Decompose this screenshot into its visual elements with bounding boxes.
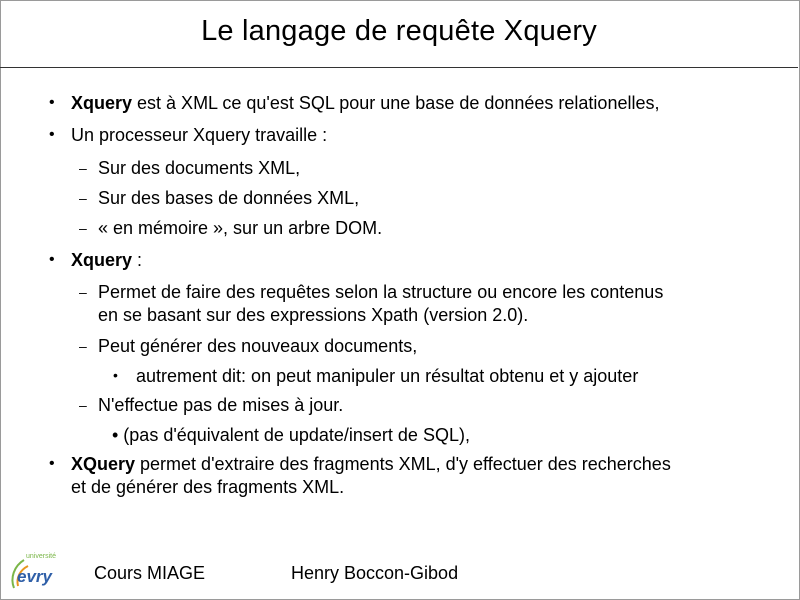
slide-title: Le langage de requête Xquery: [201, 15, 597, 47]
list-item: [71, 453, 671, 475]
dash-icon: –: [79, 220, 87, 236]
item-text: :: [132, 250, 143, 270]
bullet-icon: •: [49, 455, 55, 472]
list-item-continuation: [98, 304, 528, 326]
list-item: [71, 124, 327, 146]
logo-text-top: université: [26, 553, 56, 560]
list-item: [71, 92, 659, 114]
dash-icon: –: [79, 338, 87, 354]
list-item: [112, 424, 470, 446]
list-item: [98, 157, 300, 179]
item-text: Sur des documents XML,: [98, 158, 301, 178]
list-item-continuation: [71, 476, 344, 498]
bullet-icon: •: [49, 94, 55, 111]
footer-author: Henry Boccon-Gibod: [291, 563, 459, 583]
item-text: est à XML ce qu'est SQL pour une base de données relationelles,: [132, 93, 660, 113]
item-text: et de générer des fragments XML.: [71, 477, 345, 497]
item-text: Un processeur Xquery travaille :: [71, 125, 328, 145]
keyword: Xquery: [71, 250, 133, 270]
item-text: permet d'extraire des fragments XML, d'y effectuer des recherches: [135, 454, 671, 474]
logo-text: evry: [17, 567, 52, 586]
item-text: autrement dit: on peut manipuler un résultat obtenu et y ajouter: [136, 366, 639, 386]
keyword: Xquery: [71, 93, 133, 113]
dash-icon: –: [79, 160, 87, 176]
bullet-icon: •: [49, 251, 55, 268]
list-item: [98, 394, 343, 416]
bullet-icon: •: [49, 126, 55, 143]
list-item: [71, 249, 142, 271]
item-text: en se basant sur des expressions Xpath (version 2.0).: [98, 305, 529, 325]
item-text: « en mémoire », sur un arbre DOM.: [98, 218, 383, 238]
list-item: [98, 187, 359, 209]
university-logo: [8, 548, 68, 592]
item-text: Peut générer des nouveaux documents,: [98, 336, 418, 356]
item-text: Permet de faire des requêtes selon la structure ou encore les contenus: [98, 282, 664, 302]
item-text: Sur des bases de données XML,: [98, 188, 360, 208]
list-item: [136, 365, 638, 387]
dash-icon: –: [79, 190, 87, 206]
list-item: [98, 281, 663, 303]
bullet-icon: •: [113, 367, 118, 383]
list-item: [98, 217, 382, 239]
list-item: [98, 335, 417, 357]
footer-course: Cours MIAGE: [94, 563, 206, 583]
item-text: • (pas d'équivalent de update/insert de SQL),: [112, 425, 470, 445]
dash-icon: –: [79, 397, 87, 413]
keyword: XQuery: [71, 454, 136, 474]
dash-icon: –: [79, 284, 87, 300]
title-bar: [0, 0, 798, 68]
item-text: N'effectue pas de mises à jour.: [98, 395, 344, 415]
